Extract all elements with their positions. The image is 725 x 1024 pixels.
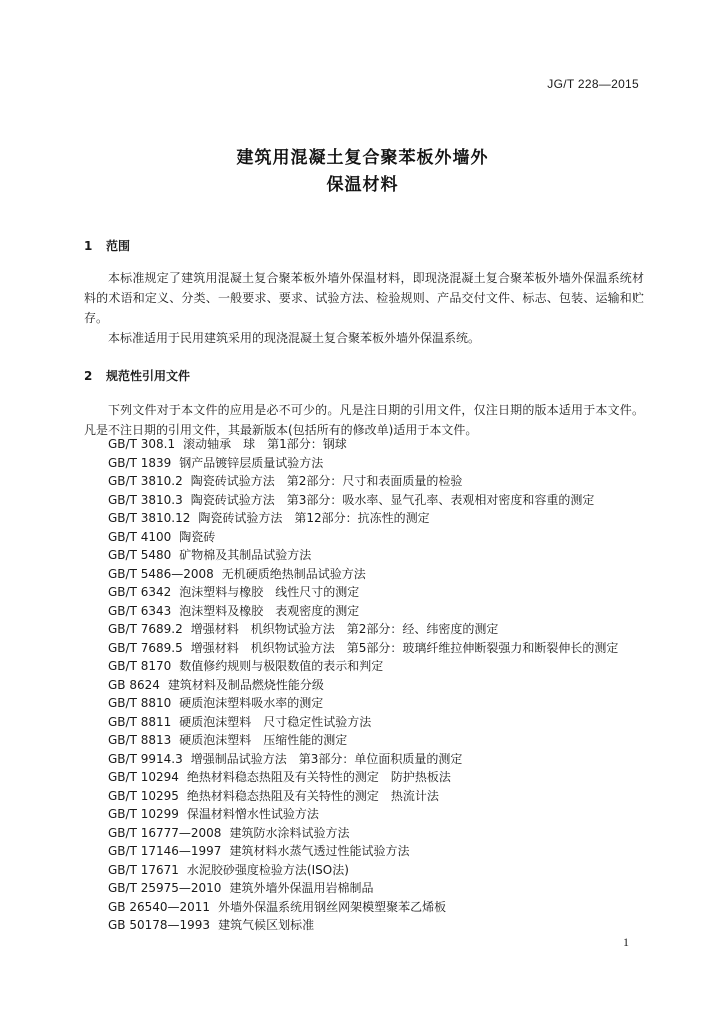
reference-item: [108, 787, 618, 806]
reference-code: GB/T 3810.12: [108, 511, 191, 525]
reference-code: GB/T 17146—1997: [108, 844, 222, 858]
reference-item: [108, 454, 618, 473]
reference-code: GB/T 5486—2008: [108, 566, 214, 581]
reference-title: 滚动轴承 球 第1部分：钢球: [183, 437, 347, 451]
reference-title: 保温材料憎水性试验方法: [186, 807, 319, 821]
reference-code: GB/T 5480: [108, 548, 172, 562]
page-number: 1: [623, 935, 629, 949]
reference-title: 陶瓷砖试验方法 第3部分：吸水率、显气孔率、表观相对密度和容重的测定: [190, 492, 595, 507]
document-title-line2: 保温材料: [326, 175, 399, 195]
reference-code: GB 8624: [108, 677, 160, 692]
reference-code: GB 26540—2011: [108, 899, 211, 914]
reference-title: 陶瓷砖试验方法 第12部分：抗冻性的测定: [198, 511, 430, 525]
section-2-title: 规范性引用文件: [106, 369, 191, 383]
section-2-heading: [84, 367, 190, 384]
reference-title: 建筑气候区划标准: [218, 918, 315, 932]
reference-item: [108, 583, 618, 602]
reference-item: [108, 713, 618, 732]
reference-title: 建筑外墙外保温用岩棉制品: [229, 881, 374, 895]
section-1-title: 范围: [106, 239, 131, 253]
reference-title: 硬质泡沫塑料吸水率的测定: [179, 696, 324, 710]
reference-title: 陶瓷砖: [179, 529, 216, 544]
normative-reference-list: [108, 435, 618, 935]
reference-title: 硬质泡沫塑料 压缩性能的测定: [179, 733, 348, 747]
reference-code: GB/T 7689.2: [108, 622, 183, 636]
reference-title: 绝热材料稳态热阻及有关特性的测定 防护热板法: [186, 770, 451, 784]
reference-item: [108, 639, 618, 658]
reference-code: GB/T 10295: [108, 788, 179, 803]
reference-item: [108, 898, 618, 917]
reference-title: 钢产品镀锌层质量试验方法: [179, 455, 324, 470]
reference-title: 矿物棉及其制品试验方法: [179, 548, 312, 562]
reference-title: 硬质泡沫塑料 尺寸稳定性试验方法: [179, 714, 372, 729]
reference-item: [108, 805, 618, 824]
reference-code: GB/T 16777—2008: [108, 825, 222, 840]
reference-title: 绝热材料稳态热阻及有关特性的测定 热流计法: [186, 788, 439, 803]
reference-code: GB/T 1839: [108, 455, 172, 470]
reference-item: [108, 750, 618, 769]
reference-item: [108, 731, 618, 750]
reference-item: [108, 509, 618, 528]
reference-code: GB/T 4100: [108, 529, 172, 544]
reference-title: 无机硬质绝热制品试验方法: [221, 566, 366, 581]
reference-title: 水泥胶砂强度检验方法(ISO法): [186, 862, 349, 877]
reference-title: 增强制品试验方法 第3部分：单位面积质量的测定: [190, 751, 463, 766]
section-1-heading: [84, 237, 130, 254]
reference-item: [108, 565, 618, 584]
reference-code: GB/T 6342: [108, 585, 172, 599]
reference-title: 泡沫塑料与橡胶 线性尺寸的测定: [179, 585, 360, 599]
reference-title: 增强材料 机织物试验方法 第2部分：经、纬密度的测定: [190, 622, 499, 636]
reference-code: GB 50178—1993: [108, 918, 211, 932]
reference-item: [108, 620, 618, 639]
reference-code: GB/T 3810.2: [108, 474, 183, 488]
document-title-line1: 建筑用混凝土复合聚苯板外墙外: [236, 148, 489, 168]
reference-code: GB/T 10299: [108, 807, 179, 821]
section-2-number: 2: [84, 369, 93, 383]
reference-item: [108, 676, 618, 695]
section-1-number: 1: [84, 239, 93, 253]
reference-item: [108, 842, 618, 861]
reference-title: 建筑防水涂料试验方法: [229, 825, 350, 840]
reference-code: GB/T 25975—2010: [108, 881, 222, 895]
reference-code: GB/T 7689.5: [108, 640, 183, 655]
reference-item: [108, 824, 618, 843]
reference-code: GB/T 9914.3: [108, 751, 183, 766]
reference-title: 外墙外保温系统用钢丝网架模塑聚苯乙烯板: [218, 899, 447, 914]
reference-title: 增强材料 机织物试验方法 第5部分：玻璃纤维拉伸断裂强力和断裂伸长的测定: [190, 640, 619, 655]
reference-item: [108, 472, 618, 491]
reference-code: GB/T 8170: [108, 659, 172, 673]
reference-code: GB/T 8811: [108, 714, 172, 729]
reference-item: [108, 768, 618, 787]
reference-item: [108, 861, 618, 880]
section-1-paragraph-2: 本标准适用于民用建筑采用的现浇混凝土复合聚苯板外墙外保温系统。: [108, 331, 481, 345]
reference-code: GB/T 17671: [108, 862, 179, 877]
reference-item: [108, 657, 618, 676]
reference-code: GB/T 8813: [108, 733, 172, 747]
standard-code: JG/T 228—2015: [547, 77, 639, 91]
section-2-paragraph-1: 下列文件对于本文件的应用是必不可少的。凡是注日期的引用文件，仅注日期的版本适用于本文件。凡是不注日期的引用文件，其最新版本(包括所有的修改单)适用于本文件。: [84, 403, 644, 437]
reference-title: 建筑材料水蒸气透过性能试验方法: [229, 844, 410, 858]
reference-item: [108, 602, 618, 621]
reference-title: 陶瓷砖试验方法 第2部分：尺寸和表面质量的检验: [190, 474, 463, 488]
reference-item: [108, 491, 618, 510]
reference-code: GB/T 10294: [108, 770, 179, 784]
reference-title: 建筑材料及制品燃烧性能分级: [167, 677, 324, 692]
reference-code: GB/T 8810: [108, 696, 172, 710]
reference-code: GB/T 3810.3: [108, 492, 183, 507]
reference-item: [108, 916, 618, 935]
reference-code: GB/T 6343: [108, 603, 172, 618]
reference-item: [108, 546, 618, 565]
reference-item: [108, 435, 618, 454]
section-1-paragraph-1: 本标准规定了建筑用混凝土复合聚苯板外墙外保温材料，即现浇混凝土复合聚苯板外墙外保温系统材料的术语和定义、分类、一般要求、要求、试验方法、检验规则、产品交付文件、标志、包装、运输和贮存。: [84, 271, 644, 325]
reference-title: 泡沫塑料及橡胶 表观密度的测定: [179, 603, 360, 618]
reference-item: [108, 694, 618, 713]
reference-item: [108, 879, 618, 898]
reference-title: 数值修约规则与极限数值的表示和判定: [179, 659, 384, 673]
reference-code: GB/T 308.1: [108, 437, 176, 451]
reference-item: [108, 528, 618, 547]
